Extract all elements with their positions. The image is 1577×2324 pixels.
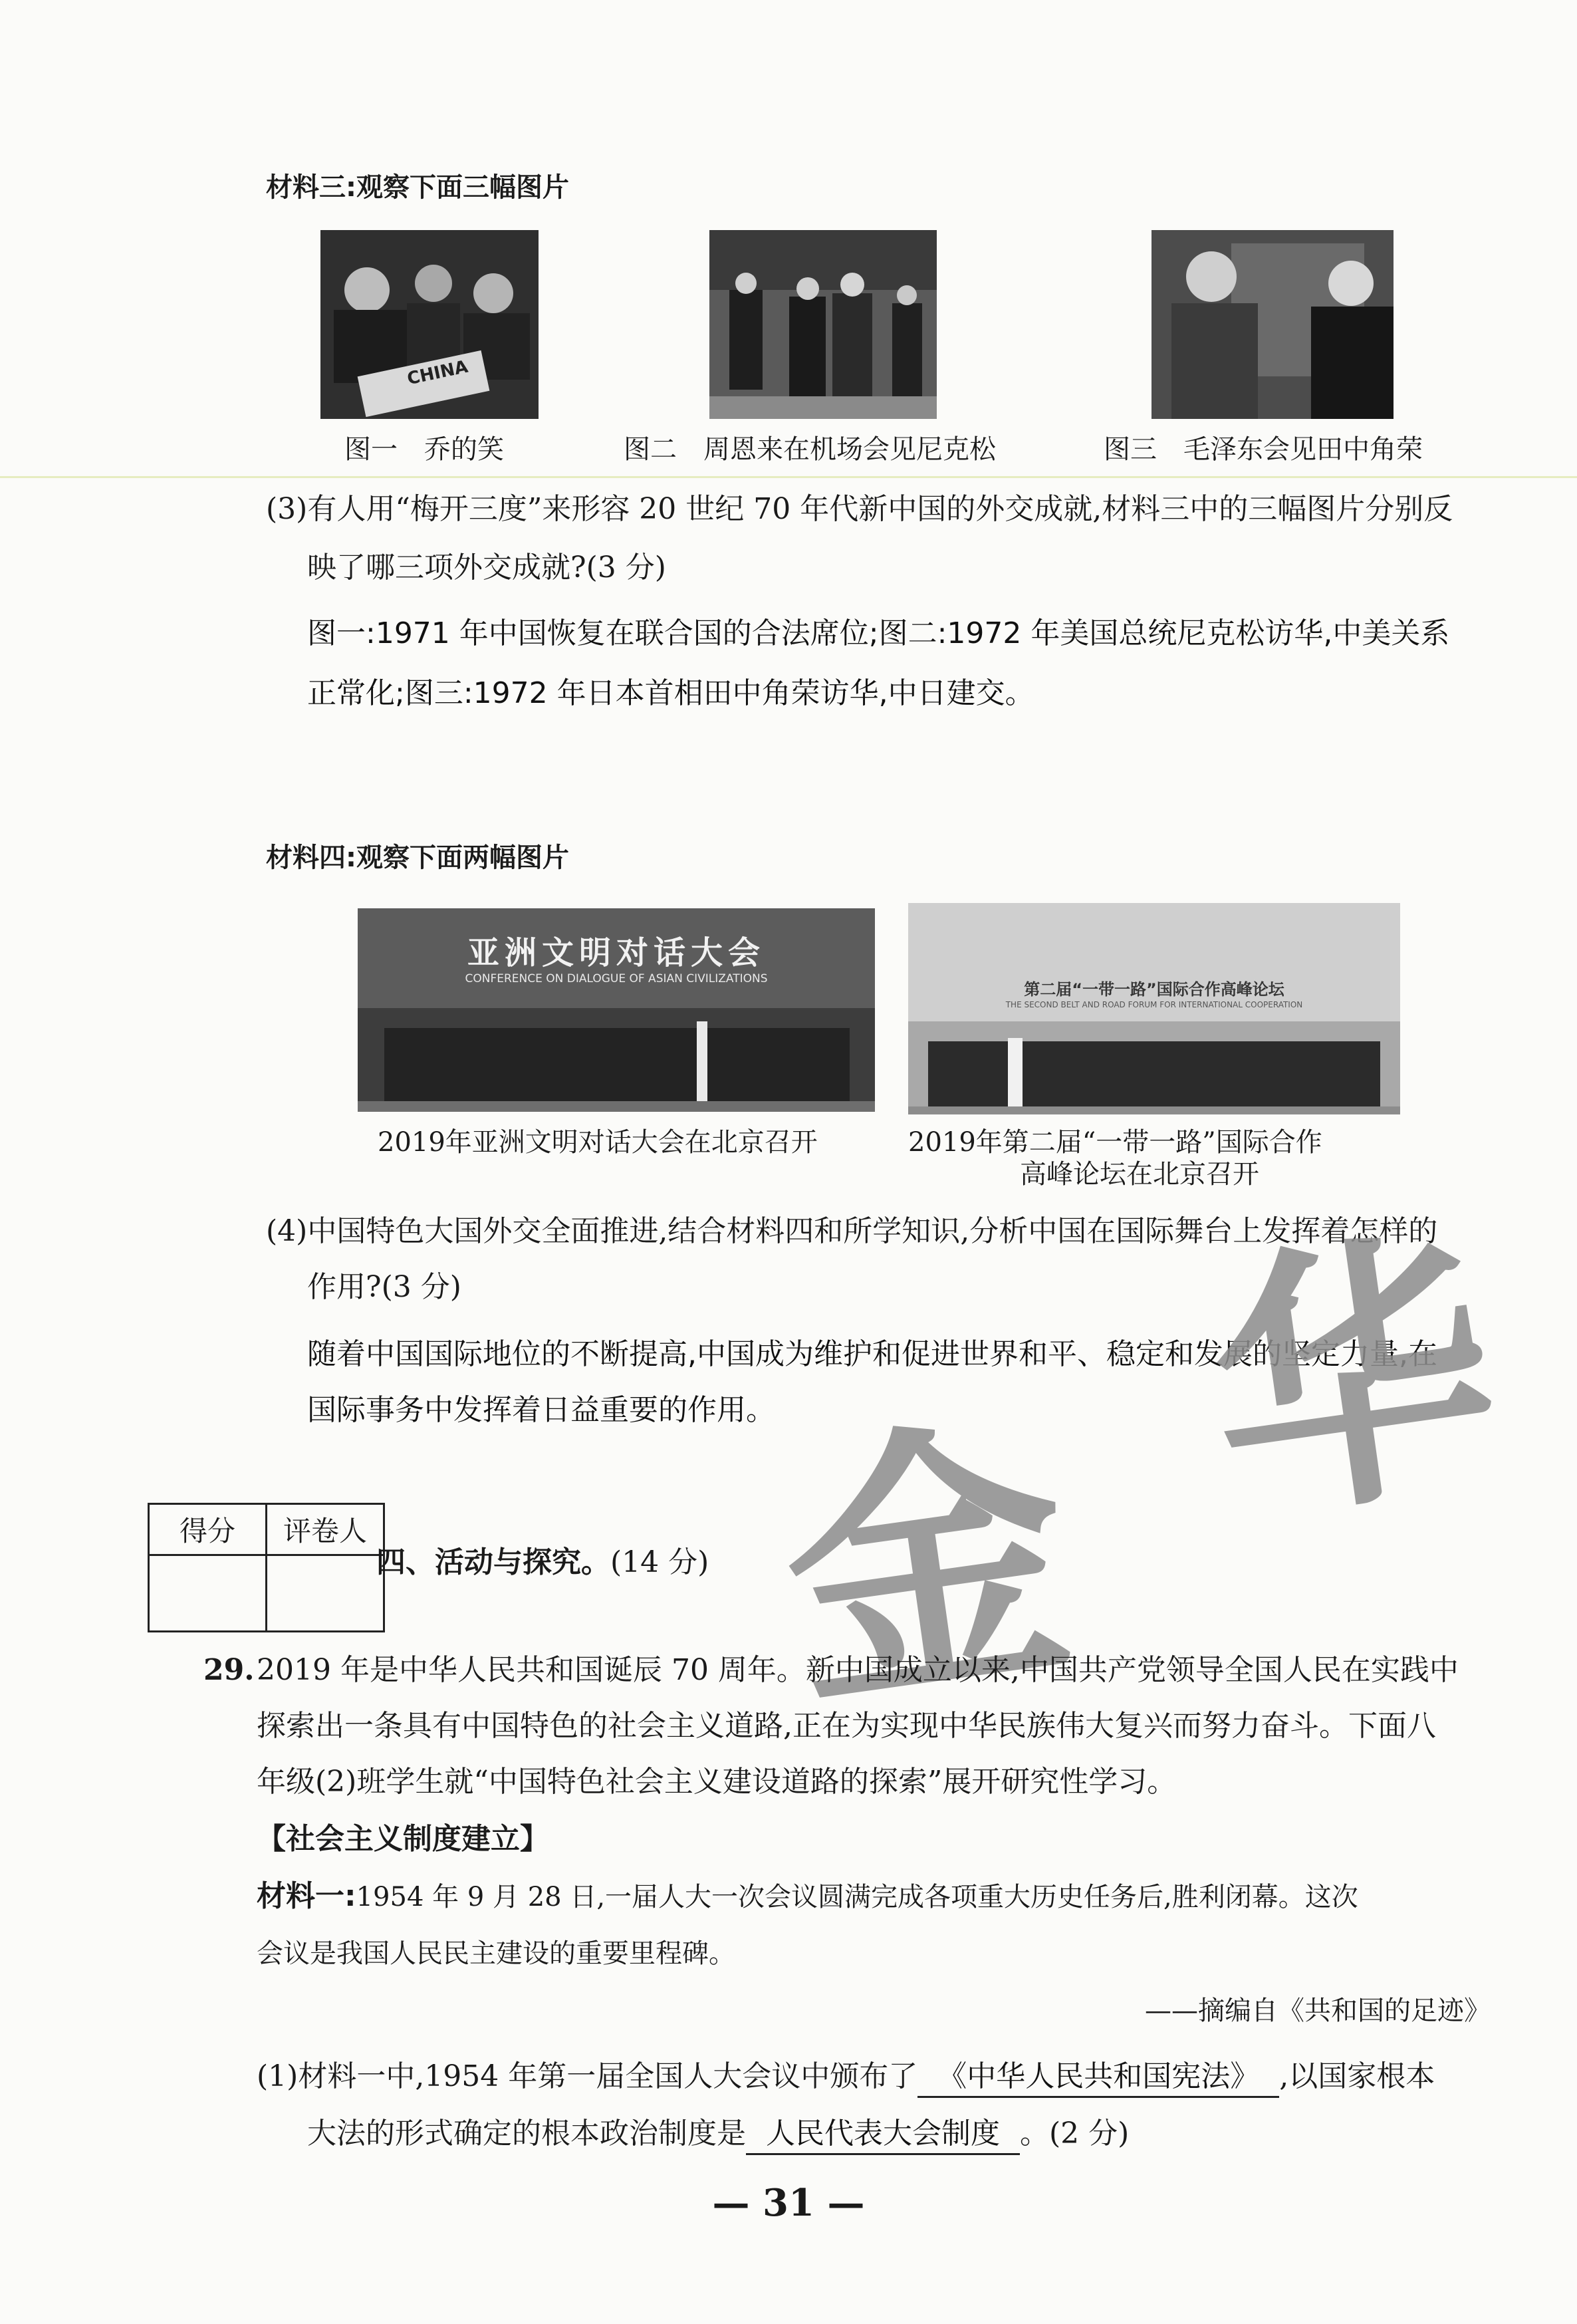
q29-line3: 年级(2)班学生就“中国特色社会主义建设道路的探索”展开研究性学习。 <box>257 1765 1177 1799</box>
q29-source: ——摘编自《共和国的足迹》 <box>1145 1996 1491 2026</box>
q1-answer-system: 人民代表大会制度 <box>746 2109 1020 2155</box>
caption-forum-line1: 2019年第二届“一带一路”国际合作 <box>908 1127 1322 1158</box>
q3-answer-line2: 正常化;图三:1972 年日本首相田中角荣访华,中日建交。 <box>307 676 1034 710</box>
q29-material1-line2: 会议是我国人民民主建设的重要里程碑。 <box>257 1938 735 1969</box>
q29-line2: 探索出一条具有中国特色的社会主义道路,正在为实现中华民族伟大复兴而努力奋斗。下面八 <box>257 1709 1436 1743</box>
caption-conference: 2019年亚洲文明对话大会在北京召开 <box>378 1127 818 1158</box>
grade-box <box>148 1503 385 1632</box>
watermark-hua: 华 <box>1192 1200 1514 1562</box>
q3-line2: 映了哪三项外交成就?(3 分) <box>307 551 666 584</box>
caption-photo1: 图一 乔的笑 <box>344 434 504 465</box>
photo-zhou-nixon <box>709 230 937 419</box>
scan-divider <box>0 476 1577 478</box>
q29-subheading: 【社会主义制度建立】 <box>257 1822 549 1856</box>
caption-photo3: 图三 毛泽东会见田中角荣 <box>1104 434 1423 465</box>
q29-material1-line1 <box>257 1879 1358 1914</box>
material1-label: 材料一: <box>257 1879 356 1913</box>
q1-answer-constitution: 《中华人民共和国宪法》 <box>917 2052 1279 2098</box>
china-nameplate-text: CHINA <box>405 356 470 390</box>
material1-text: 1954 年 9 月 28 日,一届人大一次会议圆满完成各项重大历史任务后,胜利闭幕。这次 <box>356 1882 1358 1912</box>
q4-line2: 作用?(3 分) <box>307 1270 461 1304</box>
forum-subtitle: THE SECOND BELT AND ROAD FORUM FOR INTERNATIONAL COOPERATION <box>1005 1000 1303 1009</box>
q4-answer-line2: 国际事务中发挥着日益重要的作用。 <box>307 1393 775 1427</box>
section4-title: 四、活动与探究。 <box>376 1545 610 1579</box>
material4-heading: 材料四:观察下面两幅图片 <box>266 842 569 873</box>
q29-q1-line1 <box>257 2052 1435 2098</box>
q1-text-part1: (1)材料一中,1954 年第一届全国人大会议中颁布了 <box>257 2059 918 2093</box>
q3-answer-line1: 图一:1971 年中国恢复在联合国的合法席位;图二:1972 年美国总统尼克松访华,中美关系 <box>307 616 1450 650</box>
caption-forum-line2: 高峰论坛在北京召开 <box>1020 1159 1259 1190</box>
q1-text-part2: ,以国家根本 <box>1279 2059 1435 2093</box>
section4-points: (14 分) <box>610 1545 709 1579</box>
q29-number: 29. <box>203 1653 255 1687</box>
q1-text-part4: 。(2 分) <box>1020 2117 1130 2150</box>
conference-title: 亚洲文明对话大会 <box>467 934 765 971</box>
material3-heading: 材料三:观察下面三幅图片 <box>266 172 569 203</box>
q4-line1: (4)中国特色大国外交全面推进,结合材料四和所学知识,分析中国在国际舞台上发挥着怎样的 <box>266 1214 1438 1248</box>
q29-q1-line2 <box>307 2109 1129 2155</box>
forum-title: 第二届“一带一路”国际合作高峰论坛 <box>1024 980 1284 999</box>
photo-qiao-smile <box>320 230 539 419</box>
photo-mao-tanaka <box>1152 230 1394 419</box>
section4-heading <box>376 1545 709 1581</box>
conference-subtitle: CONFERENCE ON DIALOGUE OF ASIAN CIVILIZATIONS <box>465 972 768 985</box>
grade-score-label: 得分 <box>149 1504 267 1555</box>
q1-text-part3: 大法的形式确定的根本政治制度是 <box>307 2117 746 2150</box>
grade-score-cell <box>149 1555 267 1632</box>
grade-reviewer-label: 评卷人 <box>267 1504 384 1555</box>
watermark-jin: 金 <box>767 1386 1088 1748</box>
q3-line1: (3)有人用“梅开三度”来形容 20 世纪 70 年代新中国的外交成就,材料三中的三幅图片分别反 <box>266 492 1453 526</box>
photo-belt-and-road-forum <box>908 903 1400 1114</box>
grade-reviewer-cell <box>267 1555 384 1632</box>
caption-photo2: 图二 周恩来在机场会见尼克松 <box>624 434 996 465</box>
q29-line1: 2019 年是中华人民共和国诞辰 70 周年。新中国成立以来,中国共产党领导全国人民在实践中 <box>257 1653 1459 1687</box>
photo-asian-civilizations-conference <box>358 908 875 1112</box>
page-number: — 31 — <box>712 2181 865 2225</box>
q4-answer-line1: 随着中国国际地位的不断提高,中国成为维护和促进世界和平、稳定和发展的坚定力量,在 <box>307 1337 1437 1371</box>
